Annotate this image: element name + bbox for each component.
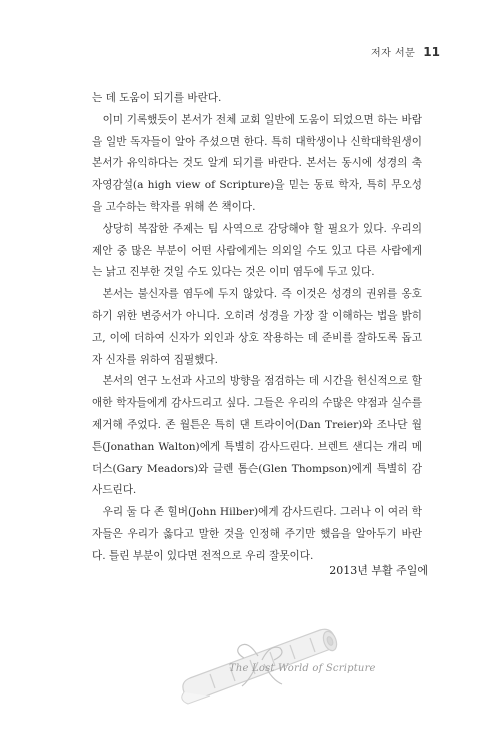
book-title-caption: The Lost World of Scripture <box>229 663 376 674</box>
section-title: 저자 서문 <box>370 48 416 59</box>
paragraph: 는 데 도움이 되기를 바란다. <box>92 92 222 104</box>
paragraph: 이미 기록했듯이 본서가 전체 교회 일반에 도움이 되었으면 하는 바람을 일반 독자들이 알아 주셨으면 한다. 특히 대학생이나 신학대학원생이 본서가 유익하다는 것도 알게 되기를 바란다. 본서는 동시에 성경의 축자영감설(a high view of Scripture)을 믿는 동료 학자, 특히 무오성을 고수하는 학자를 위해 쓴 책이다. <box>92 113 422 213</box>
signature-date: 2013년 부활 주일에 <box>329 564 428 577</box>
paragraph: 상당히 복잡한 주제는 팀 사역으로 감당해야 할 필요가 있다. 우리의 제안 중 많은 부분이 어떤 사람에게는 의외일 수도 있고 다른 사람에게는 낡고 진부한 것일 수도 있다는 것은 이미 염두에 두고 있다. <box>92 222 422 279</box>
body-text <box>92 88 422 568</box>
running-head <box>371 44 440 59</box>
paragraph: 본서의 연구 노선과 사고의 방향을 점검하는 데 시간을 헌신적으로 할애한 학자들에게 감사드리고 싶다. 그들은 우리의 수많은 약점과 실수를 제거해 주었다. 존 월튼은 특히 댄 트라이어(Dan Treier)와 조나단 월튼(Jonathan Walton)에게 특별히 감사드린다. 브렌트 샌디는 개리 메더스(Gary Meadors)와 글렌 톰슨(Glen Thompson)에게 특별히 감사드린다. <box>92 375 422 497</box>
paragraph: 본서는 불신자를 염두에 두지 않았다. 즉 이것은 성경의 권위를 옹호하기 위한 변증서가 아니다. 오히려 성경을 가장 잘 이해하는 법을 밝히고, 이에 더하여 신자가 외인과 상호 작용하는 데 준비를 잘하도록 돕고자 신자를 위하여 집필했다. <box>92 288 422 366</box>
page-number: 11 <box>423 45 440 59</box>
paragraph: 우리 둘 다 존 힐버(John Hilber)에게 감사드린다. 그러나 이 여러 학자들은 우리가 옳다고 말한 것을 인정해 주기만 했음을 알아두기 바란다. 틀린 부분이 있다면 전적으로 우리 잘못이다. <box>92 506 422 562</box>
scroll-icon <box>170 600 360 710</box>
